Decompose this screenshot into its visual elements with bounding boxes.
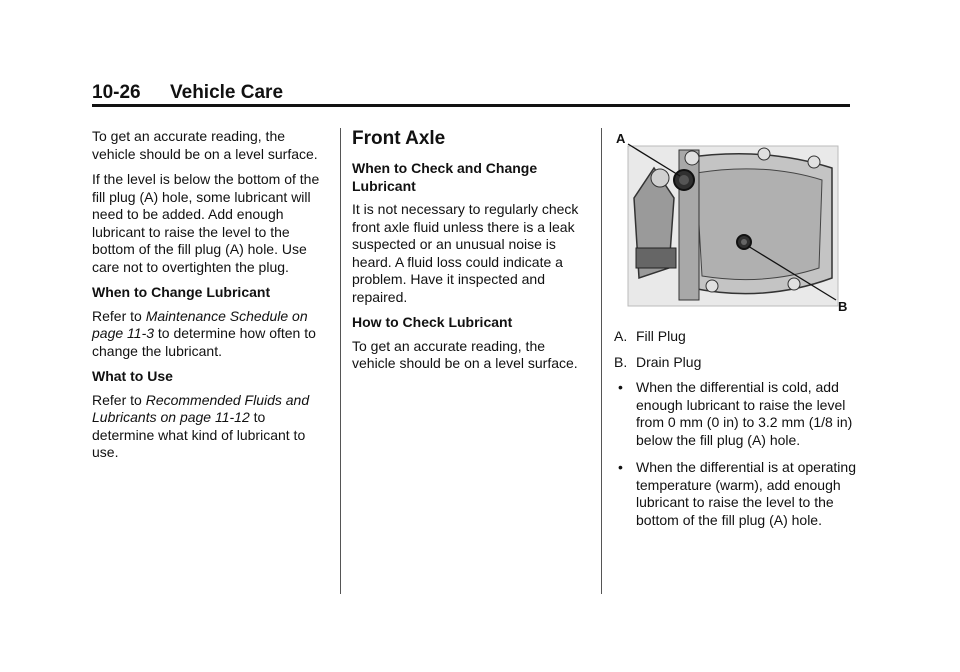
page-number: 10-26 [92,82,141,103]
legend-item [614,354,860,372]
paragraph-add-lubricant: If the level is below the bottom of the fill plug (A) hole, some lubricant will need to be added. Add enough lubricant to raise the level to the bottom of the fill plug (A) hole. Use care not to overtighten the plug. [92,171,320,275]
section-title: Vehicle Care [170,82,284,103]
text: to determine what kind of lubricant to use. [92,409,306,460]
legend-text: Drain Plug [636,353,702,370]
paragraph-check-fluid: It is not necessary to regularly check front axle fluid unless there is a leak suspected or an unusual noise is heard. A fluid loss could indicate a problem. Have it inspected and repaired. [352,201,579,305]
bullet-item [614,459,860,529]
legend-text: Fill Plug [636,328,686,344]
text: to determine how often to change the lubricant. [92,325,316,359]
bullet-text: When the differential is at operating temperature (warm), add enough lubricant to raise the level to the bottom of the fill plug (A) hole. [636,459,856,528]
paragraph-fluids-ref [92,392,330,462]
column-left [92,128,330,470]
paragraph-maintenance-ref [92,308,330,361]
subheading-what-to-use: What to Use [92,368,173,384]
front-axle-illustration [614,128,860,318]
column-right [614,128,860,539]
header-rule [92,104,850,107]
legend-key: A. [614,328,628,344]
subheading-how-to-check: How to Check Lubricant [352,314,513,330]
page-header [92,82,850,108]
bullet-item [614,379,860,449]
text: Refer to [92,307,146,324]
subheading-when-to-change: When to Change Lubricant [92,284,271,300]
section-heading-front-axle: Front Axle [352,128,446,149]
column-divider-1 [340,128,341,594]
callout-label-b: B [838,299,848,314]
paragraph-level-surface: To get an accurate reading, the vehicle should be on a level surface. [92,128,318,162]
bullet-text: When the differential is cold, add enough lubricant to raise the level from 0 mm (0 in) to 3.2 mm (1/8 in) below the fill plug (A) hole. [636,379,853,448]
text: Refer to [92,391,146,408]
callout-label-a: A [616,131,626,146]
cross-reference-link[interactable]: Recommended Fluids and Lubricants on page 11-12 [92,391,310,425]
cross-reference-link[interactable]: Maintenance Schedule on page 11-3 [92,307,308,341]
axle-drawing [614,128,860,318]
column-middle [352,128,580,381]
subheading-when-to-check: When to Check and Change Lubricant [352,160,538,194]
column-divider-2 [601,128,602,594]
legend-key: B. [614,353,628,370]
bullet-icon: • [618,379,623,395]
legend-item [614,328,860,346]
paragraph-level-surface: To get an accurate reading, the vehicle should be on a level surface. [352,337,578,371]
bullet-icon: • [618,459,623,475]
